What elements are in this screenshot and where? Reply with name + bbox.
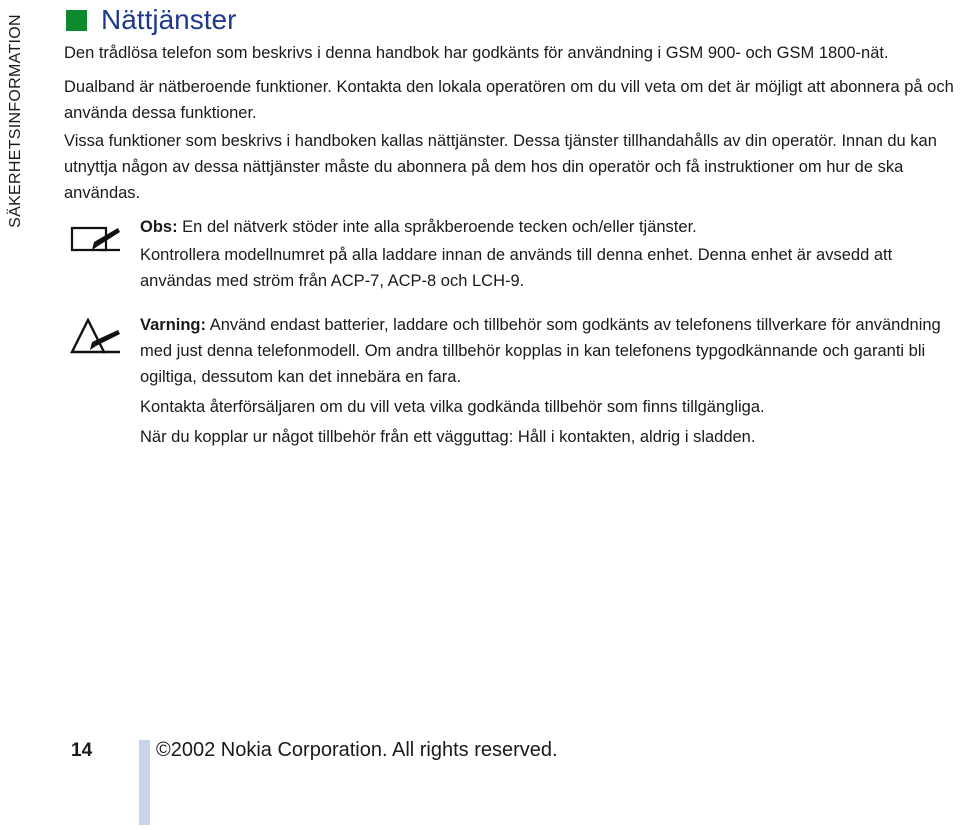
side-tab-label: SÄKERHETSINFORMATION [7, 14, 24, 228]
note-text: En del nätverk stöder inte alla språkberoende tecken och/eller tjänster. [177, 218, 697, 236]
note-icon [70, 224, 122, 254]
charger-note-text: Kontrollera modellnumret på alla laddare innan de används till denna enhet. Denna enhet är avsedd att användas med ström från ACP-7, ACP-8 och LCH-9. [140, 246, 893, 290]
charger-note-block [140, 242, 955, 294]
paragraph-network-services: Vissa funktioner som beskrivs i handboken kallas nättjänster. Dessa tjänster tillhandahålls av din operatör. Innan du kan utnyttja någon av dessa nättjänster måste du abonnera på dem hos din operatör och få instruktioner om hur de ska användas. [64, 132, 937, 202]
copyright-notice: ©2002 Nokia Corporation. All rights reserved. [156, 739, 558, 761]
heading-marker-square [66, 10, 87, 31]
side-tab [4, 6, 28, 236]
note-label: Obs: [140, 218, 178, 236]
page-number: 14 [71, 740, 93, 761]
paragraph-gsm: Den trådlösa telefon som beskrivs i denna handbok har godkänts för användning i GSM 900- och GSM 1800-nät. [64, 44, 889, 62]
section-heading [66, 4, 236, 36]
warning-label: Varning: [140, 316, 207, 334]
retailer-note [140, 394, 955, 420]
unplug-note [140, 424, 955, 450]
unplug-note-text: När du kopplar ur något tillbehör från ett vägguttag: Håll i kontakten, aldrig i sladden. [140, 428, 756, 446]
warning-block [140, 312, 955, 390]
paragraph-dualband: Dualband är nätberoende funktioner. Kontakta den lokala operatören om du vill veta om det är möjligt att abonnera på och använda dessa funktioner. [64, 78, 954, 122]
section-title: Nättjänster [101, 4, 237, 35]
warning-icon [70, 318, 122, 356]
note-line [140, 214, 955, 240]
warning-text: Använd endast batterier, laddare och tillbehör som godkänts av telefonens tillverkare för användning med just denna telefonmodell. Om andra tillbehör kopplas in kan telefonens typgodkännande och garanti bli ogiltiga, dessutom kan det innebära en fara. [140, 316, 941, 386]
footer-divider-bar [139, 740, 150, 825]
retailer-note-text: Kontakta återförsäljaren om du vill veta vilka godkända tillbehör som finns tillgängliga. [140, 398, 765, 416]
note-block [140, 214, 955, 240]
warning-line [140, 312, 955, 390]
